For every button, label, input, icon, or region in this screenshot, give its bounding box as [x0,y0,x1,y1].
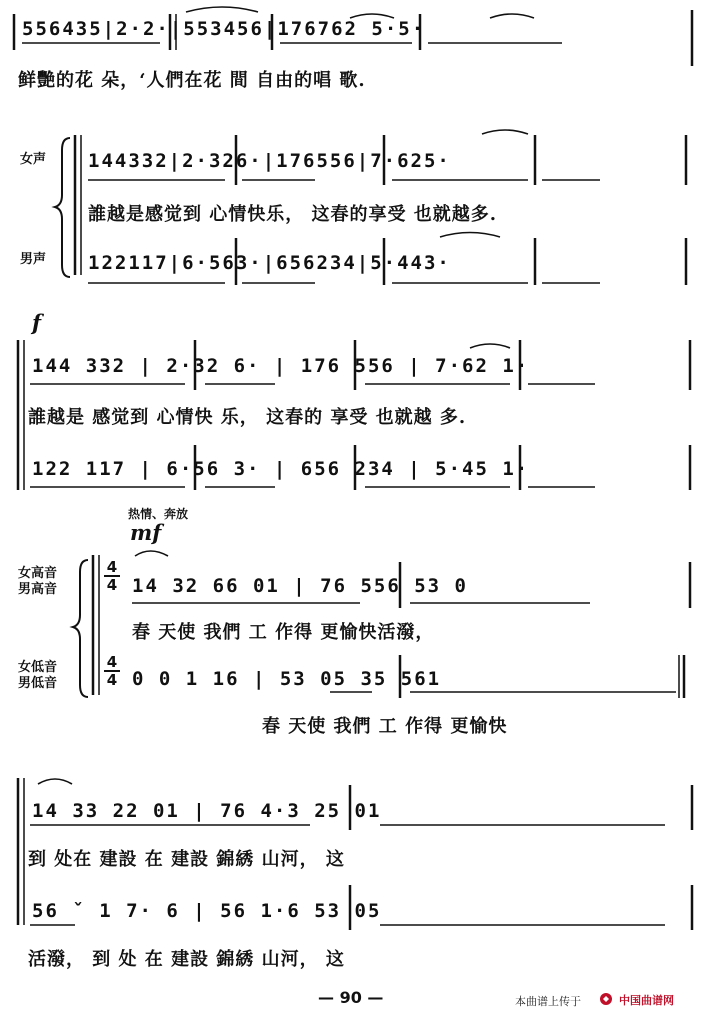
system4-upper-notes: 14 32 66 01 | 76 556 53 0 [132,575,468,597]
soprano-label: 女高音 [18,566,58,581]
meter-bottom: 4 [106,576,118,594]
system4-lower-lyrics: 春 天使 我們 工 作得 更愉快 [262,716,508,737]
system4-upper-lyrics: 春 天使 我們 工 作得 更愉快活潑， [132,622,435,643]
upload-notice: 本曲谱上传于 [515,995,581,1008]
system5-lower-notes: 56 ˇ 1 7· 6 | 56 1·6 53 05 [32,900,382,922]
meter-bottom: 4 [106,671,118,689]
system2-male-notes: 122117|6·563·|656234|5·443· [88,252,451,274]
system5-lower-lyrics: 活潑， 到 处 在 建設 錦綉 山河， 这 [28,949,345,970]
time-signature-lower [104,655,120,687]
meter-top: 4 [106,558,118,576]
site-name: 中国曲谱网 [619,994,674,1007]
system3-lower-notes: 122 117 | 6·56 3· | 656 234 | 5·45 1· [32,458,530,480]
tenor-label: 男高音 [18,582,58,597]
dynamic-forte: f [32,310,42,335]
female-voice-label: 女声 [20,152,47,167]
bass-label: 男低音 [18,676,58,691]
system3-upper-notes: 144 332 | 2·32 6· | 176 556 | 7·62 1· [32,355,530,377]
dynamic-mezzo-forte: mf [130,520,162,545]
site-logo-icon [599,991,617,1005]
alto-label: 女低音 [18,660,58,675]
system2-female-notes: 144332|2·326·|176556|7·625· [88,150,451,172]
system1-notes: 556435|2·2·|553456|176762 5·5· [22,18,426,40]
meter-top: 4 [106,653,118,671]
male-voice-label: 男声 [20,252,47,267]
system5-upper-notes: 14 33 22 01 | 76 4·3 25 01 [32,800,382,822]
system5-upper-lyrics: 到 处在 建設 在 建設 錦綉 山河， 这 [28,849,345,870]
system4-lower-notes: 0 0 1 16 | 53 05 35 561 [132,668,442,690]
page-number: — 90 — [318,988,384,1007]
system1-lyrics: 鲜艷的花 朵，‘人們在花 間 自由的唱 歌. [18,70,366,91]
system2-lyrics: 誰越是感觉到 心情快乐， 这春的享受 也就越多. [88,204,498,225]
system3-lyrics: 誰越是 感觉到 心情快 乐， 这春的 享受 也就越 多. [28,407,467,428]
expression-marking: 热情、奔放 [128,507,189,521]
time-signature-upper [104,560,120,592]
